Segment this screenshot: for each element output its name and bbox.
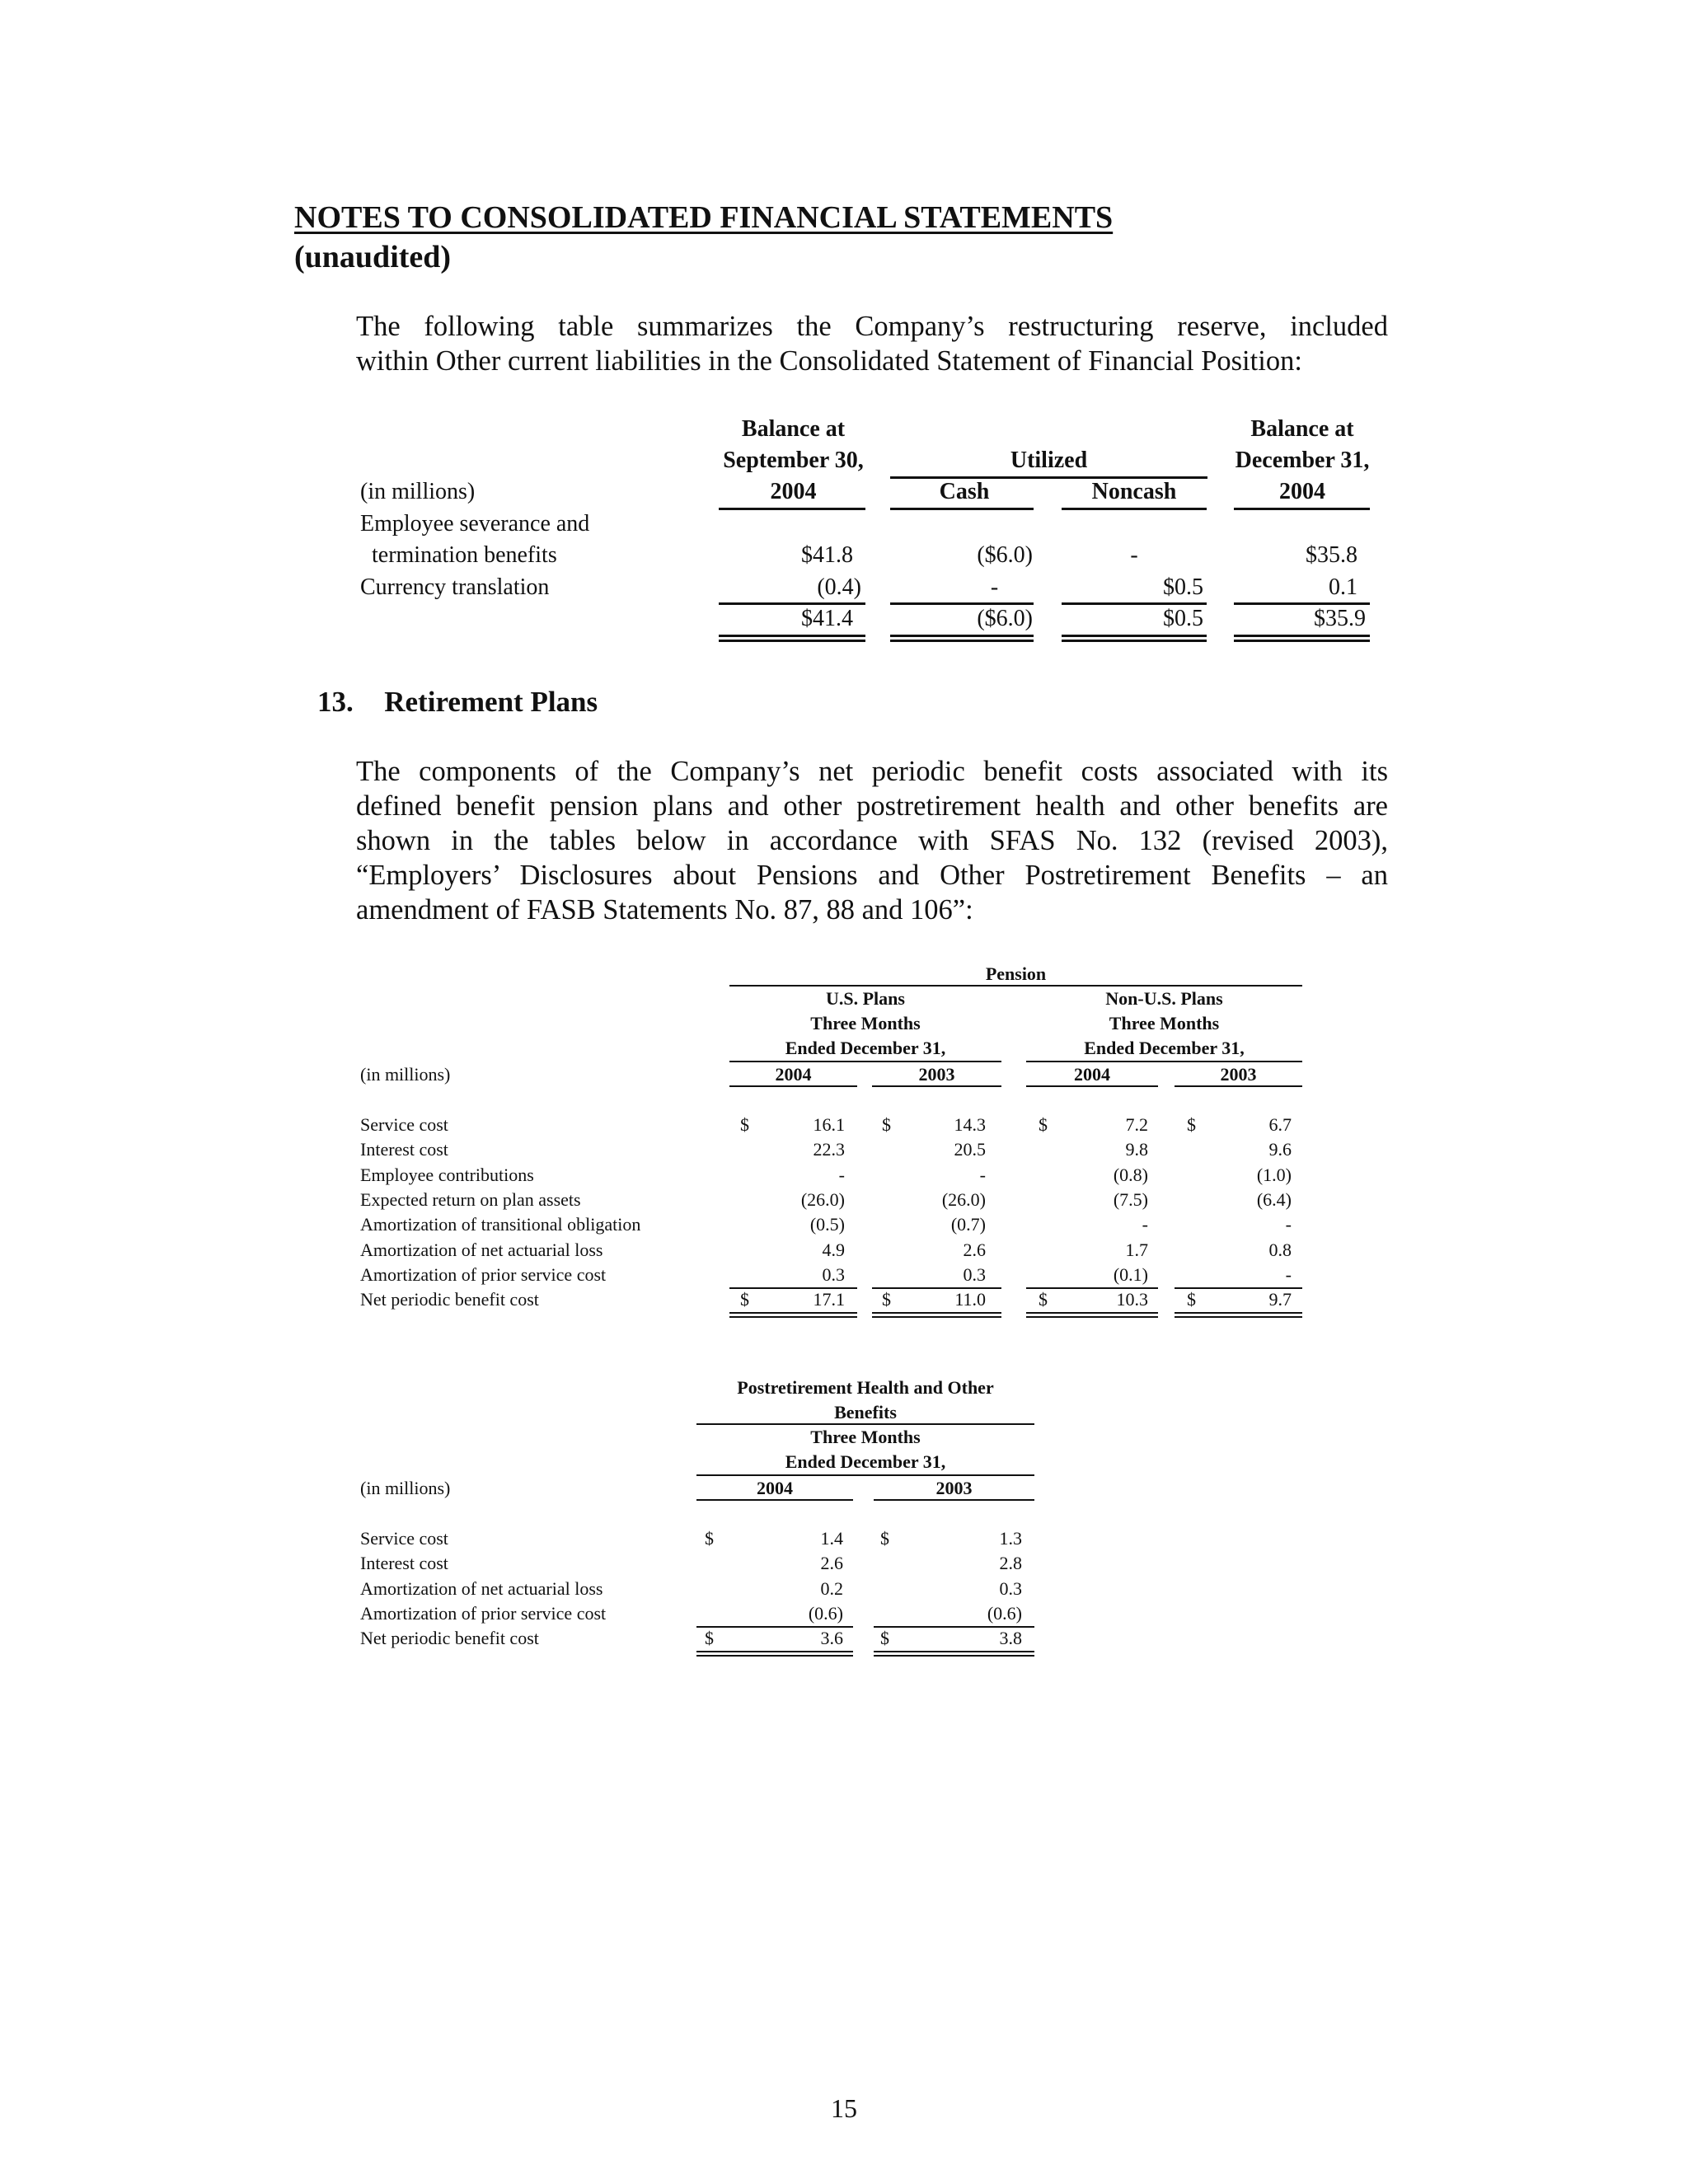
currency-symbol: $ (882, 1289, 891, 1310)
row-label: termination benefits (360, 542, 557, 568)
table-cell: $41.8 (801, 542, 853, 568)
header-rule (729, 985, 1302, 987)
table-cell: - (979, 1164, 986, 1185)
table-cell: 1.4 (820, 1528, 843, 1549)
header-rule (1175, 1085, 1302, 1087)
units-label: (in millions) (360, 479, 476, 504)
paragraph-line: shown in the tables below in accordance with SFAS No. 132 (revised 2003), (356, 825, 1388, 856)
col-header-line: September 30, (723, 448, 864, 473)
row-label: Amortization of prior service cost (360, 1263, 607, 1285)
table-cell: (0.8) (1113, 1164, 1148, 1185)
intro-paragraph (356, 309, 1388, 378)
total-double-rule (1175, 1312, 1302, 1318)
us-header-line: Three Months (810, 1013, 921, 1033)
noncash-header: Noncash (1091, 479, 1177, 504)
header-rule (874, 1499, 1034, 1501)
table-cell: (0.4) (817, 574, 861, 600)
subtotal-rule (1026, 1287, 1158, 1289)
table-cell: 2.6 (820, 1553, 843, 1574)
table-cell: - (1130, 542, 1138, 568)
total-double-rule (719, 635, 865, 642)
total-double-rule (890, 635, 1034, 642)
row-label: Employee contributions (360, 1164, 534, 1185)
table-cell: 4.9 (822, 1239, 845, 1260)
header-rule (1026, 1085, 1158, 1087)
subtotal-rule (1062, 602, 1207, 605)
total-cell: $0.5 (1163, 606, 1203, 631)
table-cell: 0.2 (820, 1577, 843, 1599)
units-label: (in millions) (360, 1478, 451, 1498)
table-cell: (1.0) (1256, 1164, 1292, 1185)
table-cell: - (990, 574, 999, 600)
subtotal-rule (729, 1287, 857, 1289)
cash-header: Cash (939, 479, 990, 504)
page-number: 15 (831, 2093, 857, 2123)
total-double-rule (1234, 635, 1370, 642)
currency-symbol: $ (882, 1114, 891, 1135)
table-cell: 17.1 (813, 1289, 845, 1310)
table-cell: 6.7 (1268, 1114, 1292, 1135)
subtotal-rule (890, 602, 1034, 605)
subtotal-rule (874, 1626, 1034, 1628)
currency-symbol: $ (705, 1528, 714, 1549)
table-cell: (26.0) (800, 1188, 845, 1210)
year-header: 2004 (1074, 1064, 1110, 1085)
table-cell: 10.3 (1116, 1289, 1148, 1310)
header-rule (729, 1061, 1001, 1062)
table-cell: 20.5 (954, 1139, 986, 1160)
us-header-line: U.S. Plans (826, 988, 905, 1009)
table-cell: 14.3 (954, 1114, 986, 1135)
paragraph-line: The components of the Company’s net periodic benefit costs associated with its (356, 756, 1388, 787)
row-label: Employee severance and (360, 511, 590, 537)
year-header: 2004 (757, 1478, 793, 1498)
header-rule (1062, 508, 1207, 510)
row-label: Expected return on plan assets (360, 1188, 581, 1210)
subtotal-rule (1175, 1287, 1302, 1289)
header-rule (696, 1499, 853, 1501)
currency-symbol: $ (880, 1628, 889, 1649)
subtitle-text: (unaudited) (294, 240, 452, 274)
table-cell: 1.3 (999, 1528, 1022, 1549)
utilized-header: Utilized (1010, 448, 1088, 473)
header-rule (1234, 508, 1370, 510)
units-label: (in millions) (360, 1064, 451, 1085)
col-header-line: 2004 (770, 479, 817, 504)
row-label: Amortization of transitional obligation (360, 1214, 641, 1235)
subtotal-rule (719, 602, 865, 605)
row-label: Interest cost (360, 1139, 448, 1160)
table-cell: ($6.0) (977, 542, 1033, 568)
header-rule (696, 1474, 1034, 1476)
pension-header: Pension (985, 963, 1047, 984)
table-cell: 9.6 (1268, 1139, 1292, 1160)
year-header: 2003 (1220, 1064, 1257, 1085)
currency-symbol: $ (880, 1528, 889, 1549)
header-rule (729, 1085, 857, 1087)
table-cell: 9.7 (1268, 1289, 1292, 1310)
page-title (294, 198, 1113, 277)
table-cell: 0.3 (963, 1263, 986, 1285)
table-cell: $35.8 (1306, 542, 1357, 568)
currency-symbol: $ (1187, 1114, 1196, 1135)
row-label: Service cost (360, 1114, 448, 1135)
header-rule (1026, 1061, 1302, 1062)
col-header-line: 2004 (1279, 479, 1325, 504)
table-cell: 0.1 (1329, 574, 1357, 600)
table-cell: (7.5) (1113, 1188, 1148, 1210)
year-header: 2003 (918, 1064, 955, 1085)
currency-symbol: $ (1039, 1114, 1048, 1135)
currency-symbol: $ (740, 1114, 749, 1135)
row-label: Amortization of net actuarial loss (360, 1239, 603, 1260)
paragraph-line: amendment of FASB Statements No. 87, 88 and 106”: (356, 894, 973, 926)
table-cell: (6.4) (1256, 1188, 1292, 1210)
total-double-rule (1026, 1312, 1158, 1318)
currency-symbol: $ (705, 1628, 714, 1649)
post-header-line: Postretirement Health and Other (737, 1377, 994, 1398)
table-cell: - (838, 1164, 845, 1185)
header-rule (890, 508, 1034, 510)
total-cell: $35.9 (1314, 606, 1366, 631)
table-cell: 1.7 (1125, 1239, 1148, 1260)
table-cell: 7.2 (1125, 1114, 1148, 1135)
total-double-rule (729, 1312, 857, 1318)
header-rule (872, 1085, 1001, 1087)
paragraph-line: The following table summarizes the Company’s restructuring reserve, included (356, 311, 1388, 342)
row-label: Service cost (360, 1528, 448, 1549)
table-cell: - (1142, 1214, 1148, 1235)
table-cell: 0.3 (999, 1577, 1022, 1599)
table-cell: (0.1) (1113, 1263, 1148, 1285)
table-cell: 16.1 (813, 1114, 845, 1135)
year-header: 2003 (935, 1478, 973, 1498)
table-cell: 3.8 (999, 1628, 1022, 1649)
currency-symbol: $ (1187, 1289, 1196, 1310)
row-label: Interest cost (360, 1553, 448, 1574)
paragraph-line: defined benefit pension plans and other postretirement health and other benefits are (356, 790, 1388, 822)
table-cell: 3.6 (820, 1628, 843, 1649)
header-rule (696, 1423, 1034, 1425)
col-header-line: Balance at (1250, 416, 1354, 442)
currency-symbol: $ (1039, 1289, 1048, 1310)
total-double-rule (872, 1312, 1001, 1318)
us-header-line: Ended December 31, (785, 1038, 946, 1058)
table-cell: 2.8 (999, 1553, 1022, 1574)
subtotal-rule (1234, 602, 1370, 605)
table-cell: - (1285, 1263, 1292, 1285)
pension-paragraph (356, 754, 1388, 927)
table-cell: 0.3 (822, 1263, 845, 1285)
subtotal-rule (872, 1287, 1001, 1289)
row-label: Amortization of prior service cost (360, 1602, 607, 1624)
row-label: Currency translation (360, 574, 550, 600)
table-cell: 11.0 (954, 1289, 986, 1310)
col-header-line: Balance at (741, 416, 846, 442)
table-cell: 2.6 (963, 1239, 986, 1260)
col-header-line: December 31, (1235, 448, 1370, 473)
nonus-header-line: Ended December 31, (1084, 1038, 1245, 1058)
total-double-rule (874, 1651, 1034, 1657)
table-cell: 9.8 (1125, 1139, 1148, 1160)
currency-symbol: $ (740, 1289, 749, 1310)
total-cell: $41.4 (801, 606, 853, 631)
nonus-header-line: Non-U.S. Plans (1105, 988, 1223, 1009)
total-double-rule (1062, 635, 1207, 642)
paragraph-line: “Employers’ Disclosures about Pensions and Other Postretirement Benefits – an (356, 860, 1388, 891)
post-header-line: Benefits (834, 1402, 897, 1422)
post-subheader-line: Three Months (810, 1427, 921, 1447)
section-heading (317, 686, 598, 719)
year-header: 2004 (775, 1064, 812, 1085)
row-label: Amortization of net actuarial loss (360, 1577, 603, 1599)
table-cell: (0.6) (808, 1602, 843, 1624)
table-cell: (0.6) (987, 1602, 1022, 1624)
section-number: 13. (317, 686, 354, 718)
section-title: Retirement Plans (384, 686, 598, 718)
table-cell: (26.0) (941, 1188, 986, 1210)
post-subheader-line: Ended December 31, (785, 1451, 946, 1472)
header-rule (719, 508, 865, 510)
row-label: Net periodic benefit cost (360, 1289, 539, 1310)
table-cell: (0.7) (950, 1214, 986, 1235)
table-cell: 22.3 (813, 1139, 845, 1160)
table-cell: 0.8 (1268, 1239, 1292, 1260)
table-cell: - (1285, 1214, 1292, 1235)
row-label: Net periodic benefit cost (360, 1628, 539, 1649)
subtotal-rule (696, 1626, 853, 1628)
total-double-rule (696, 1651, 853, 1657)
paragraph-line: within Other current liabilities in the Consolidated Statement of Financial Position: (356, 345, 1302, 377)
nonus-header-line: Three Months (1109, 1013, 1220, 1033)
title-text: NOTES TO CONSOLIDATED FINANCIAL STATEMENTS (294, 200, 1114, 235)
table-cell: $0.5 (1163, 574, 1203, 600)
total-cell: ($6.0) (977, 606, 1033, 631)
table-cell: (0.5) (809, 1214, 845, 1235)
